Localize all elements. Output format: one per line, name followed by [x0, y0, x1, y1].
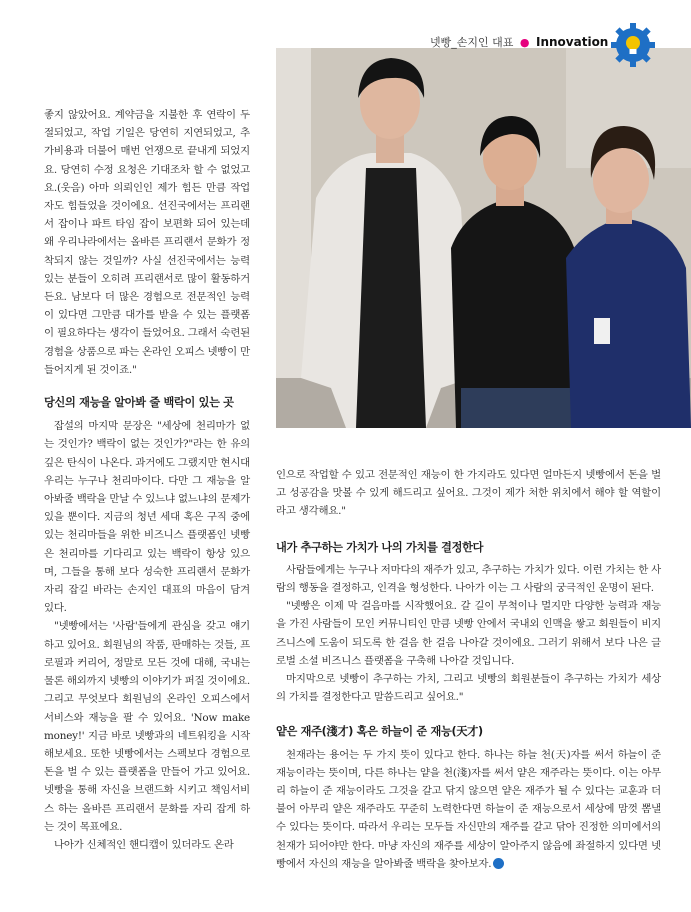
interview-photo — [276, 48, 691, 428]
section-heading: 당신의 재능을 알아봐 줄 백락이 있는 곳 — [44, 396, 234, 410]
end-mark-icon: E — [493, 858, 504, 869]
paragraph: 사람들에게는 누구나 저마다의 재주가 있고, 추구하는 가치가 있다. 이런 가치는 한 사람의 행동을 결정하고, 인격을 형성한다. 나아가 이는 그 사람의 궁극적인 운명이 된다. — [276, 563, 661, 595]
paragraph: 잡설의 마지막 문장은 "세상에 천리마가 없는 것인가? 백락이 없는 것인가?"라는 한 유의 깊은 탄식이 나온다. 과거에도 그랬지만 현시대 우리는 누구나 천리마이다. 다만 그 재능을 알아봐줄 백락을 만날 수 있느냐 없느냐의 문제가 있을 뿐이다. 지금의 청년 세대 혹은 구직 중에 있는 천리마들을 위한 비즈니스 플랫폼인 넷빵은 천리마를 기다리고 있는 백락이 항상 있으며, 그들을 통해 보다 성숙한 프리랜서 문화가 자리 잡길 바라는 손지인 대표의 마음이 담겨 있다. — [44, 420, 250, 615]
header-label — [430, 34, 608, 50]
paragraph: 인으로 작업할 수 있고 전문적인 재능이 한 가지라도 있다면 얼마든지 넷빵에서 돈을 벌고 성공감을 맛볼 수 있게 해드리고 싶어요. 그것이 제가 처한 위치에서 해야 할 역할이라고 생각해요." — [276, 469, 661, 518]
section-label: Innovation — [536, 35, 609, 49]
separator-dot: ● — [519, 36, 530, 49]
paragraph: 마지막으로 넷빵이 추구하는 가치, 그리고 넷빵의 회원분들이 추구하는 가치가 세상의 가치를 결정한다고 말씀드리고 싶어요." — [276, 673, 661, 704]
paragraph: 좋지 않았어요. 계약금을 지불한 후 연락이 두절되었고, 작업 기일은 당연히 지연되었고, 추가비용과 더불어 매번 언쟁으로 끝내게 되었지요. 당연히 수정 요청은 기대조차 할 수 없었고요.(웃음) 아마 의뢰인인 제가 힘든 만큼 작업자도 힘들었을 것이에요. 선진국에서는 프리랜서 잡이나 파트 타임 잡이 보편화 되어 있는데 왜 우리나라에서는 올바른 프리랜서 문화가 정착되지 않는 것일까? 사실 선진국에서는 능력 있는 분들이 오히려 프리랜서로 많이 활동하거든요. 남보다 더 많은 경험으로 전문적인 능력이 있다면 그만큼 대가를 받을 수 있는 플랫폼이 필요하다는 생각이 들었어요. 그래서 숙련된 경험을 상품으로 파는 온라인 오피스 넷빵이 만들어지게 된 것이죠." — [44, 109, 250, 376]
section-heading: 얕은 재주(淺才) 혹은 하늘이 준 재능(天才) — [276, 725, 483, 739]
paragraph: 나아가 신체적인 핸디캡이 있더라도 온라 — [54, 838, 234, 851]
paragraph: "넷빵은 이제 막 걸음마를 시작했어요. 갈 길이 무척이나 멀지만 다양한 능력과 재능을 가진 사람들이 모인 커뮤니티인 만큼 넷빵 안에서 국내외 인맥을 쌓고 회원들이 비지즈니스에 도움이 되도록 한 걸음 한 걸음 나아갈 것이에요. 그러기 위해서 보다 나은 글로벌 소셜 비즈니스 플랫폼을 구축해 나아갈 것입니다. — [276, 600, 661, 667]
lightbulb-gear-icon — [610, 22, 656, 68]
section-heading: 내가 추구하는 가치가 나의 가치를 결정한다 — [276, 540, 484, 554]
paragraph-text: 천재라는 용어는 두 가지 뜻이 있다고 한다. 하나는 하늘 천(天)자를 써서 하늘이 준 재능이라는 뜻이며, 다른 하나는 얕을 천(淺)자를 써서 얕은 재주라는 뜻이다. 이는 아무리 하늘이 준 재능이라도 그것을 갈고 닦지 않으면 얕은 재주가 될 수 있다는 교훈과 더불어 아무리 얕은 재주라도 꾸준히 노력한다면 하늘이 준 재능으로서 세상에 맘껏 뽐낼 수 있다는 뜻이다. 따라서 우리는 모두들 자신만의 재주를 갈고 닦아 진정한 의미에서의 천재가 되어야만 한다. 마냥 자신의 재주를 세상이 알아주지 않음에 좌절하지 있다면 넷빵에서 자신의 재능을 알아봐줄 백락을 찾아보자. — [276, 748, 661, 870]
paragraph — [276, 746, 661, 873]
right-column — [276, 466, 661, 873]
left-column — [44, 106, 250, 854]
page-header — [430, 22, 691, 66]
paragraph: "넷빵에서는 '사람'들에게 관심을 갖고 얘기하고 있어요. 회원님의 작품, 판매하는 것들, 프로필과 커리어, 정말로 모든 것에 대해, 국내는 물론 해외까지 넷빵의 이야기가 퍼질 것이에요. 그리고 무엇보다 회원님의 온라인 오피스에서 서비스와 재능을 팔 수 있어요. 'Now make money!' 지금 바로 넷빵과의 네트워킹을 시작해보세요. 또한 넷빵에서는 스펙보다 경험으로 돈을 벌 수 있는 플랫폼을 만들어 가고 있어요. 넷빵을 통해 자신을 브랜드화 시키고 책임서비스 하는 올바른 프리랜서 문화를 자리 잡게 하는 것이 목표에요. — [44, 620, 250, 833]
author-label: 넷빵_손지인 대표 — [430, 36, 514, 49]
people-photo-illustration — [276, 48, 691, 428]
